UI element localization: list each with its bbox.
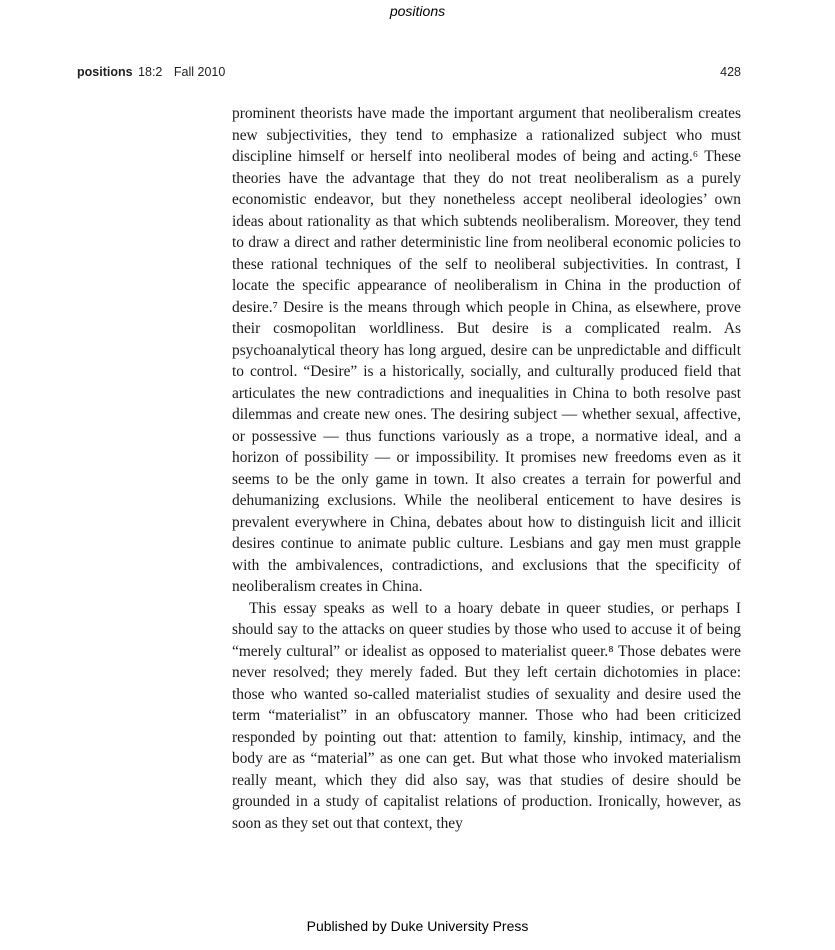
running-head-issue: 18:2 (138, 65, 163, 79)
article-body (232, 103, 741, 834)
running-head (77, 65, 741, 79)
journal-title-banner: positions (389, 3, 446, 19)
body-paragraph-1: prominent theorists have made the important argument that neoliberalism creates new subjectivities, they tend to emphasize a rationalized subject who must discipline himself or herself into neoliberal modes of being and acting.⁶ These theories have the advantage that they do not treat neoliberalism as a purely economistic endeavor, but they nonetheless accept neoliberal ideologies’ own ideas about rationality as that which subtends neoliberalism. Moreover, they tend to draw a direct and rather deterministic line from neoliberal economic policies to these rational techniques of the self to neoliberal subjectivities. In contrast, I locate the specific appearance of neoliberalism in China in the production of desire.⁷ Desire is the means through which people in China, as elsewhere, prove their cosmopolitan worldliness. But desire is a complicated realm. As psychoanalytical theory has long argued, desire can be unpredictable and difficult to control. “Desire” is a historically, socially, and culturally produced field that articulates the new contradictions and inequalities in China to both resolve past dilemmas and create new ones. The desiring subject — whether sexual, affective, or possessive — thus functions variously as a trope, a normative ideal, and a horizon of possibility — or impossibility. It promises new freedoms even as it seems to be the only game in town. It also creates a terrain for powerful and dehumanizing exclusions. While the neoliberal enticement to have desires is prevalent everywhere in China, debates about how to distinguish licit and illicit desires continue to animate public culture. Lesbians and gay men must grapple with the ambivalences, contradictions, and exclusions that the specificity of neoliberalism creates in China. (232, 105, 741, 595)
running-head-journal: positions (77, 65, 133, 79)
body-paragraph-2: This essay speaks as well to a hoary debate in queer studies, or perhaps I should say to the attacks on queer studies by those who used to accuse it of being “merely cultural” or idealist as opposed to materialist queer.⁸ Those debates were never resolved; they merely faded. But they left certain dichotomies in place: those who wanted so-called materialist studies of sexuality and desire used the term “materialist” in an obfuscatory manner. Those who had been criticized responded by pointing out that: attention to family, kinship, intimacy, and the body are as “material” as one can get. But what those who invoked materialism really meant, which they did also say, was that studies of desire should be grounded in a study of capitalist relations of production. Ironically, however, as soon as they set out that context, they (232, 599, 741, 832)
page-number: 428 (720, 65, 741, 79)
publisher-footer: Published by Duke University Press (306, 918, 529, 934)
running-head-season: Fall 2010 (173, 65, 226, 79)
